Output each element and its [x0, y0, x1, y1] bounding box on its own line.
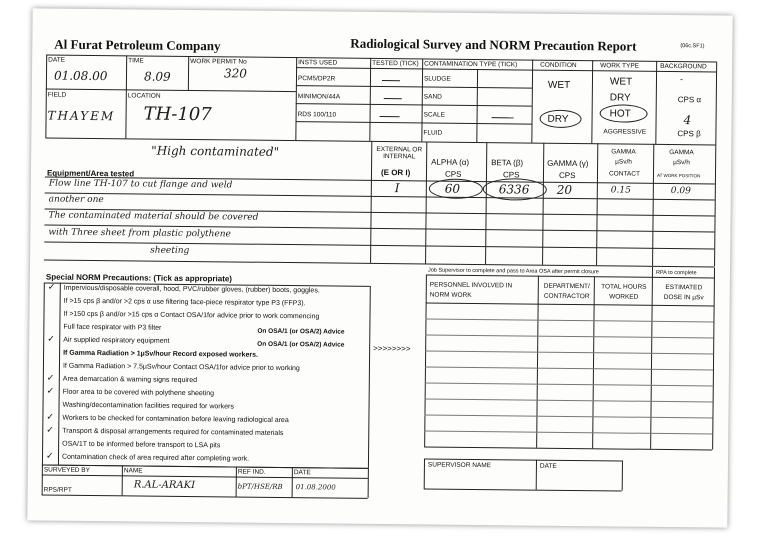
form-code: (06c.SF1) [680, 43, 705, 50]
report-sheet [27, 8, 732, 527]
date-value: 01.08.00 [53, 68, 108, 84]
precautions-title: Special NORM Precautions: (Tick as appropriate) [45, 272, 233, 284]
beta-value: 6336 [498, 182, 530, 197]
time-label: TIME [128, 57, 144, 65]
bg-alpha-value: - [679, 75, 684, 86]
precaution-12: Transport & disposal arrangements required for contaminated materials [62, 427, 284, 437]
condition-label: CONDITION [540, 61, 577, 70]
ref-value: bPT/HSE/RB [237, 482, 283, 491]
supervisor-label: SUPERVISOR NAME [427, 461, 492, 470]
survey-date-label: DATE [293, 469, 311, 477]
precaution-9: Floor area to be covered with polythene sheeting [62, 388, 215, 398]
precaution-5: Air supplied respiratory equipment [63, 336, 170, 345]
rpa-heading: RPA to complete [655, 269, 697, 277]
beta-label: BETA (β) [491, 158, 524, 168]
gamma-contact-sub: CONTACT [608, 170, 640, 178]
gamma-dist-label: GAMMA [669, 149, 694, 157]
tick-14-icon: ✓ [45, 451, 54, 462]
date-label: DATE [48, 56, 66, 64]
surveyor-name: R.AL-ARAKI [133, 479, 196, 492]
gamma-contact-label: GAMMA [611, 148, 636, 156]
inst-2: MINIMON/44A [297, 93, 341, 101]
precaution-8: Area demarcation & warning signs required [62, 375, 198, 385]
tick-11-icon: ✓ [46, 412, 55, 423]
gamma-dist-sub: AT WORK POSITION [656, 172, 701, 179]
tick-8-icon: ✓ [46, 373, 55, 384]
contam-label: CONTAMINATION TYPE (TICK) [424, 60, 518, 69]
survey-date-value: 01.08.2000 [295, 483, 336, 492]
hot-circle [600, 104, 648, 123]
advice-2: On OSA/1 (or OSA/2) Advice [257, 340, 345, 349]
precaution-4: Full face respirator with P3 filter [63, 323, 162, 332]
precaution-14: Contamination check of area required after completing work. [61, 453, 250, 463]
worktype-label: WORK TYPE [600, 62, 640, 70]
gamma-cps-label: GAMMA (γ) [547, 158, 589, 169]
col-dose: ESTIMATED DOSE IN µSv [663, 283, 704, 302]
worktype-wet: WET [609, 76, 633, 88]
job-heading: Job Supervisor to complete and pass to Area OSA after permit closure [427, 267, 599, 276]
gamma-contact-unit: µSv/h [615, 158, 632, 166]
bg-beta-unit: CPS β [677, 129, 701, 139]
equipment-line-1: Flow line TH-107 to cut flange and weld [48, 178, 233, 191]
alpha-label: ALPHA (α) [431, 157, 470, 167]
contam-fluid: FLUID [423, 129, 443, 137]
field-value: THAYEM [47, 108, 116, 124]
location-value: TH-107 [143, 103, 212, 126]
time-value: 8.09 [143, 69, 171, 84]
alpha-circle [429, 179, 483, 200]
inst-1: PCM5/DP2R [297, 75, 336, 83]
permit-label: WORK PERMIT No [190, 58, 247, 66]
permit-value: 320 [223, 66, 248, 81]
arrow-marker: >>>>>>>> [373, 343, 411, 354]
beta-circle [483, 178, 547, 201]
equipment-line-3: The contaminated material should be covered [48, 210, 259, 223]
equipment-line-5: sheeting [150, 245, 190, 257]
precaution-1: Impervious/disposable coverall, hood, PVC/rubber gloves, (rubber) boots, goggles. [63, 284, 320, 295]
dry-circle [539, 110, 581, 128]
equipment-label: Equipment/Area tested [46, 168, 135, 179]
precaution-6: If Gamma Radiation > 1µSv/hour Record exposed workers. [63, 349, 258, 359]
gamma-cps-unit: CPS [558, 170, 576, 181]
insts-label: INSTS USED [298, 59, 338, 67]
ext-int-value: I [394, 181, 400, 196]
worktype-dry: DRY [609, 92, 631, 104]
precaution-10: Washing/decontamination facilities required for workers [62, 401, 234, 411]
precaution-13: OSA/1T to be informed before transport to LSA pits [62, 440, 221, 450]
worktype-hot: HOT [609, 108, 631, 120]
field-label: FIELD [47, 91, 67, 99]
gamma-dist-unit: µSv/h [673, 159, 690, 167]
condition-dry: DRY [547, 113, 569, 125]
tested-label: TESTED (TICK) [372, 59, 419, 68]
location-label: LOCATION [127, 92, 161, 100]
background-label: BACKGROUND [660, 62, 707, 71]
col-dept: DEPARTMENT/ CONTRACTOR [543, 282, 590, 301]
precaution-11: Workers to be checked for contamination before leaving radiological area [62, 414, 289, 425]
report-title: Radiological Survey and NORM Precaution Report [350, 35, 637, 54]
contam-sand: SAND [423, 93, 442, 101]
worktype-aggressive: AGGRESSIVE [603, 128, 647, 136]
bg-beta-value: 4 [683, 113, 692, 128]
rps-label: RPS/RPT [43, 486, 72, 494]
ext-int-sub: (E OR I) [380, 168, 411, 178]
bg-alpha-unit: CPS α [677, 95, 702, 105]
col-personnel: PERSONNEL INVOLVED IN NORM WORK [429, 281, 513, 299]
comment-text: "High contaminated" [151, 143, 280, 159]
col-hours: TOTAL HOURS WORKED [601, 283, 647, 301]
alpha-unit: CPS [444, 169, 462, 179]
tick-5-icon: ✓ [47, 334, 55, 345]
contam-sludge: SLUDGE [423, 75, 451, 83]
name-label: NAME [123, 467, 143, 475]
tick-9-icon: ✓ [46, 386, 55, 397]
advice-1: On OSA/1 (or OSA/2) Advice [257, 327, 345, 336]
precaution-list [62, 285, 368, 468]
company-name: Al Furat Petroleum Company [54, 36, 221, 54]
position-value: 0.09 [670, 186, 691, 197]
precaution-3: If >150 cps β and/or >15 cps α Contact OSA/1for advice prior to work commencing [63, 310, 320, 321]
ext-int-label: EXTERNAL OR INTERNAL [376, 145, 423, 161]
equipment-line-4: with Three sheet from plastic polythene [48, 227, 231, 240]
ref-label: REF IND. [237, 468, 266, 476]
surveyed-by-label: SURVEYED BY [43, 466, 91, 474]
tick-12-icon: ✓ [46, 425, 54, 436]
inst-3: RDS 100/110 [297, 111, 337, 119]
gamma-value: 20 [556, 182, 573, 198]
precaution-7: If Gamma Radiation > 7.5µSv/hour Contact OSA/1for advice prior to working [62, 362, 300, 373]
precaution-2: If >15 cps β and/or >2 cps α use filtering face-piece respirator type P3 (FFP3). [63, 297, 306, 308]
contact-value: 0.15 [610, 185, 631, 196]
alpha-value: 60 [444, 181, 461, 196]
equipment-line-2: another one [48, 194, 104, 206]
tick-1-icon: ✓ [47, 282, 56, 293]
beta-unit: CPS [502, 170, 520, 180]
contam-scale: SCALE [423, 111, 445, 119]
condition-wet: WET [547, 79, 571, 91]
sup-date-label: DATE [539, 462, 557, 470]
